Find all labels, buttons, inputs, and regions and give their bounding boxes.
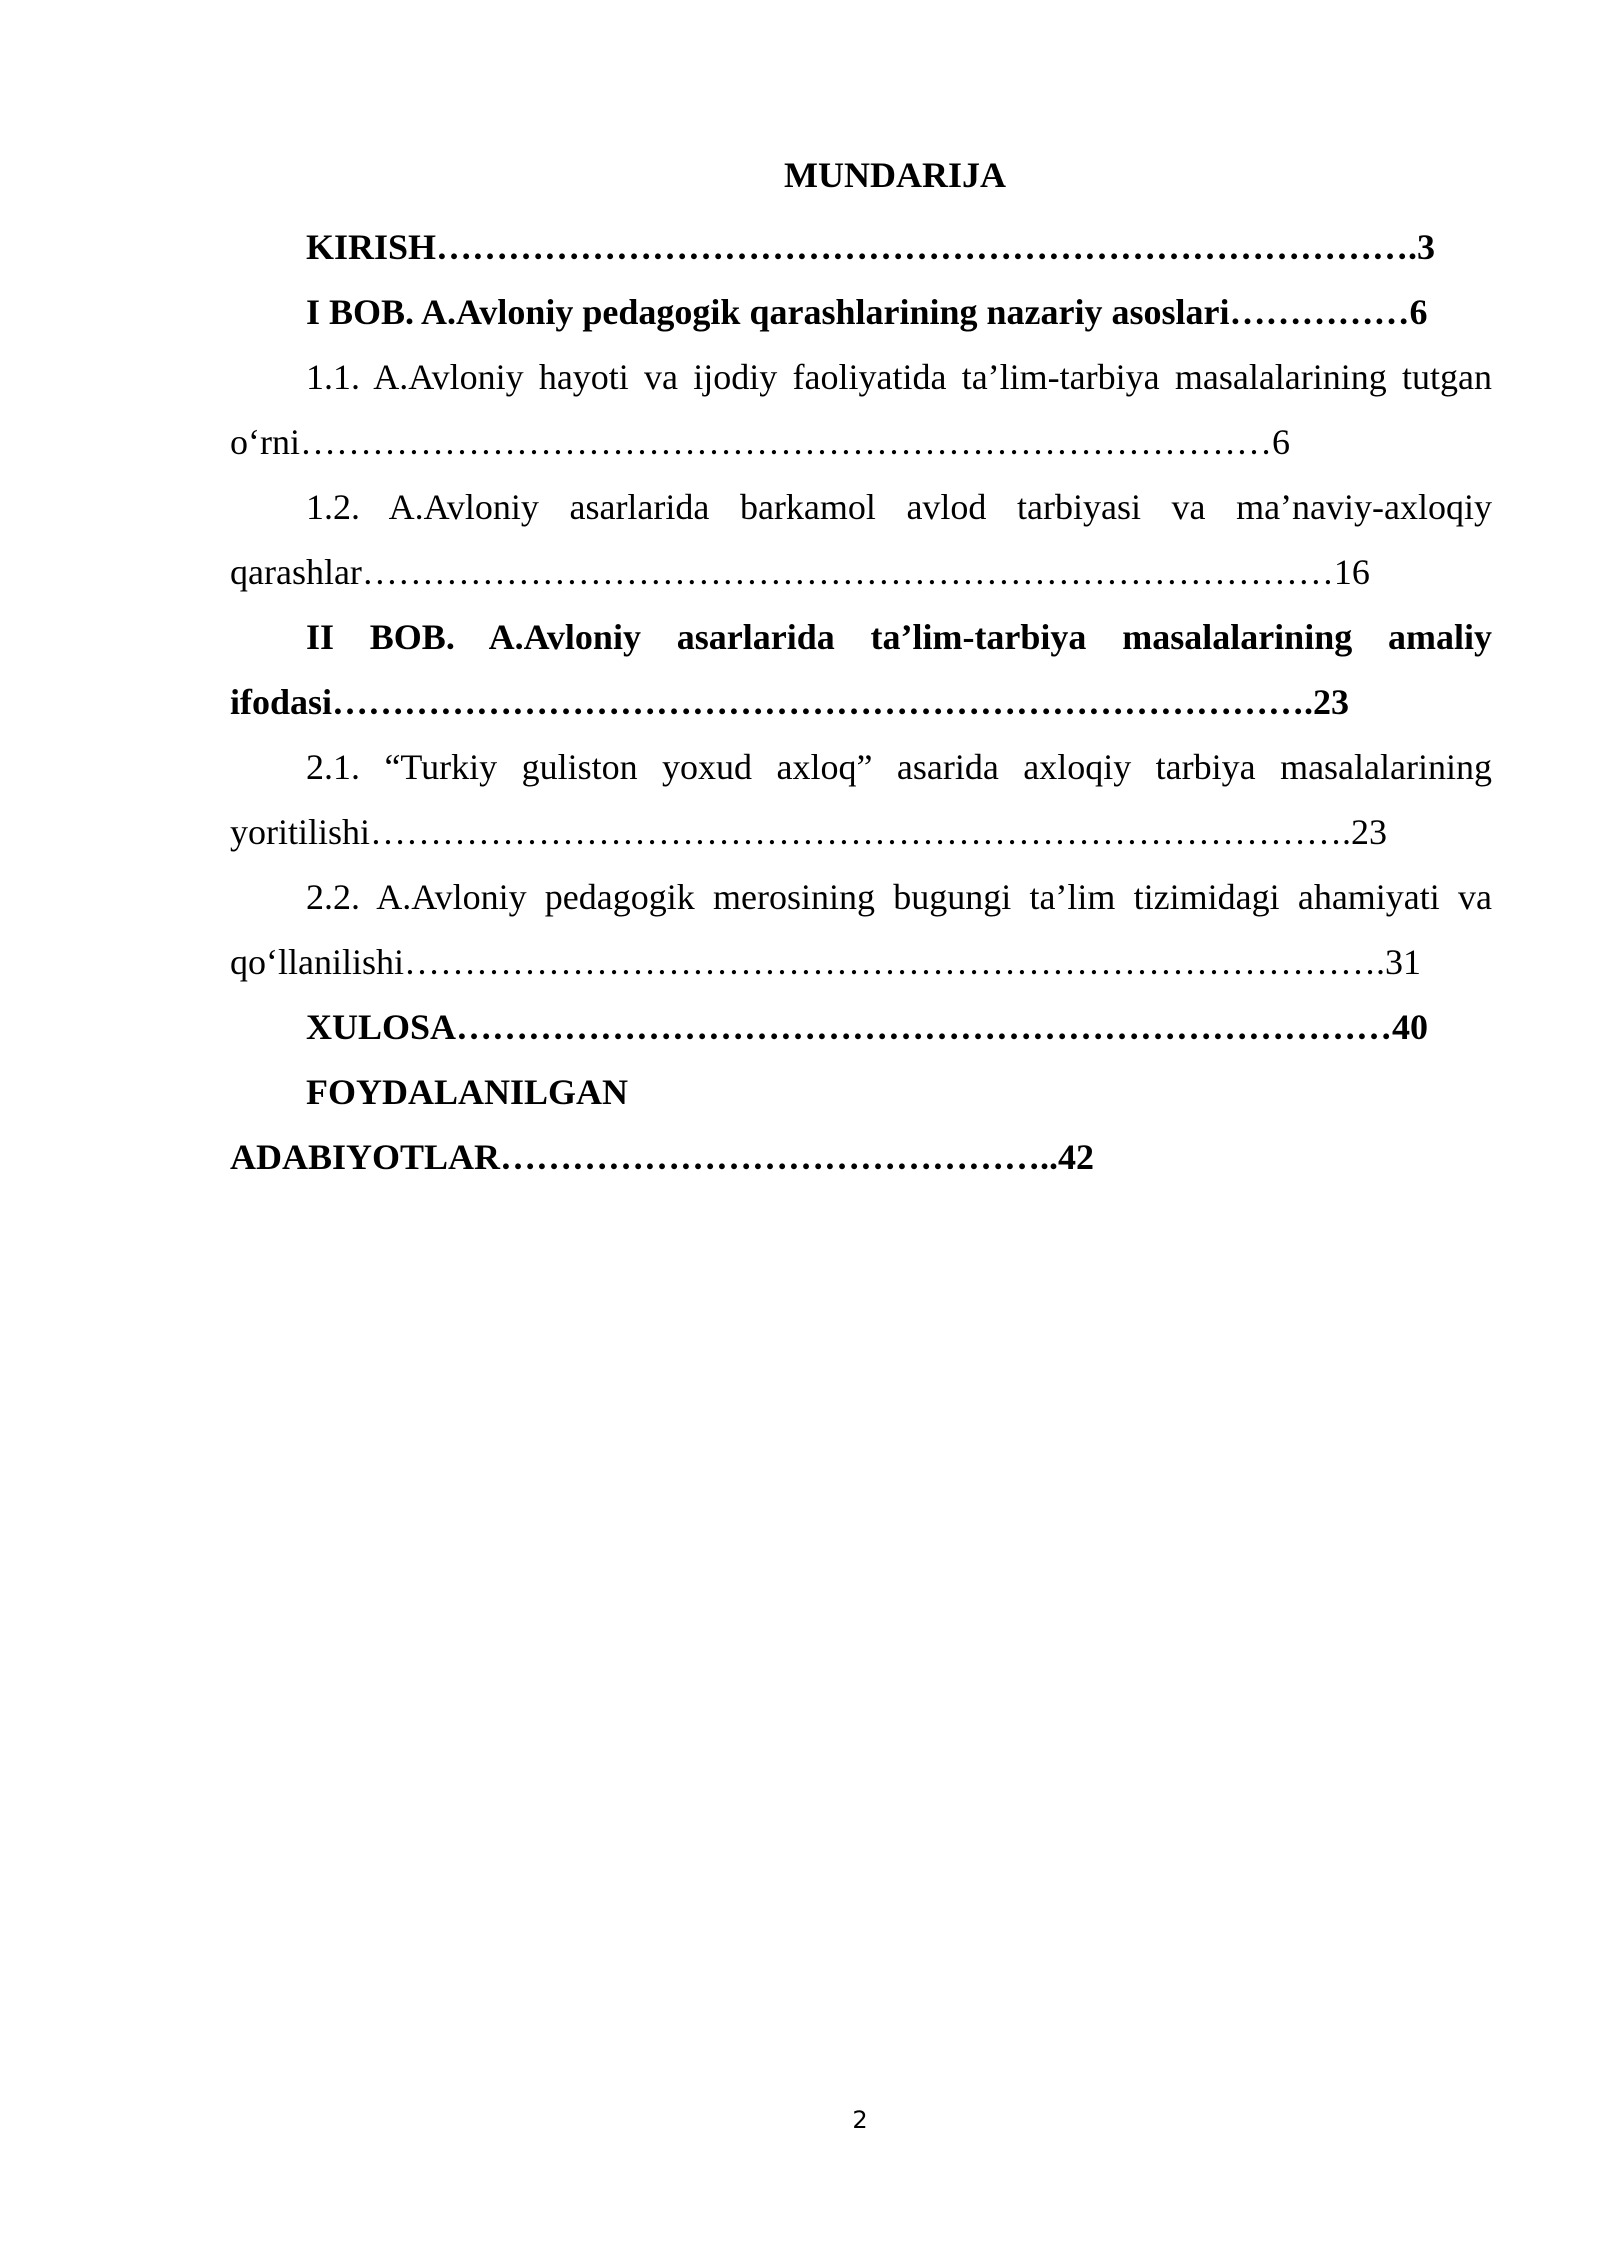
table-of-contents xyxy=(230,215,1492,1190)
toc-entry-text: FOYDALANILGAN ADABIYOTLAR………………………………………..42 xyxy=(230,1072,1095,1177)
toc-entry-text: 1.2. A.Avloniy asarlarida barkamol avlod tarbiyasi va ma’naviy-axloqiy qarashlar………………………………………………………………………16 xyxy=(230,487,1492,592)
toc-entry-text: 1.1. A.Avloniy hayoti va ijodiy faoliyatida ta’lim-tarbiya masalalarining tutgan o‘rni………………………………………………………………………6 xyxy=(230,357,1492,462)
toc-entry-chapter-2 xyxy=(230,605,1492,735)
toc-entry-section-2-1 xyxy=(230,735,1492,865)
toc-entry-text: XULOSA……………………………………………………………………40 xyxy=(306,1007,1429,1047)
toc-entry-section-1-1 xyxy=(230,345,1492,475)
toc-entry-xulosa xyxy=(230,995,1492,1060)
toc-entry-text: II BOB. A.Avloniy asarlarida ta’lim-tarbiya masalalarining amaliy ifodasi……………………………………………………………………….23 xyxy=(230,617,1492,722)
toc-entry-text: 2.1. “Turkiy guliston yoxud axloq” asarida axloqiy tarbiya masalalarining yoritilishi……………………………………………………………………….23 xyxy=(230,747,1492,852)
toc-entry-text: 2.2. A.Avloniy pedagogik merosining bugungi ta’lim tizimidagi ahamiyati va qo‘llanilishi……………………………………………………………………….31 xyxy=(230,877,1492,982)
toc-entry-section-2-2 xyxy=(230,865,1492,995)
toc-entry-references xyxy=(230,1060,1492,1190)
toc-entry-chapter-1 xyxy=(230,280,1492,345)
toc-entry-text: I BOB. A.Avloniy pedagogik qarashlarining nazariy asoslari……………6 xyxy=(306,292,1428,332)
page-number: 2 xyxy=(852,2106,868,2134)
toc-entry-section-1-2 xyxy=(230,475,1492,605)
toc-entry-text: KIRISH……………………………………………………………………….3 xyxy=(306,227,1436,267)
toc-title: MUNDARIJA xyxy=(784,155,1006,195)
toc-entry-kirish xyxy=(230,215,1492,280)
